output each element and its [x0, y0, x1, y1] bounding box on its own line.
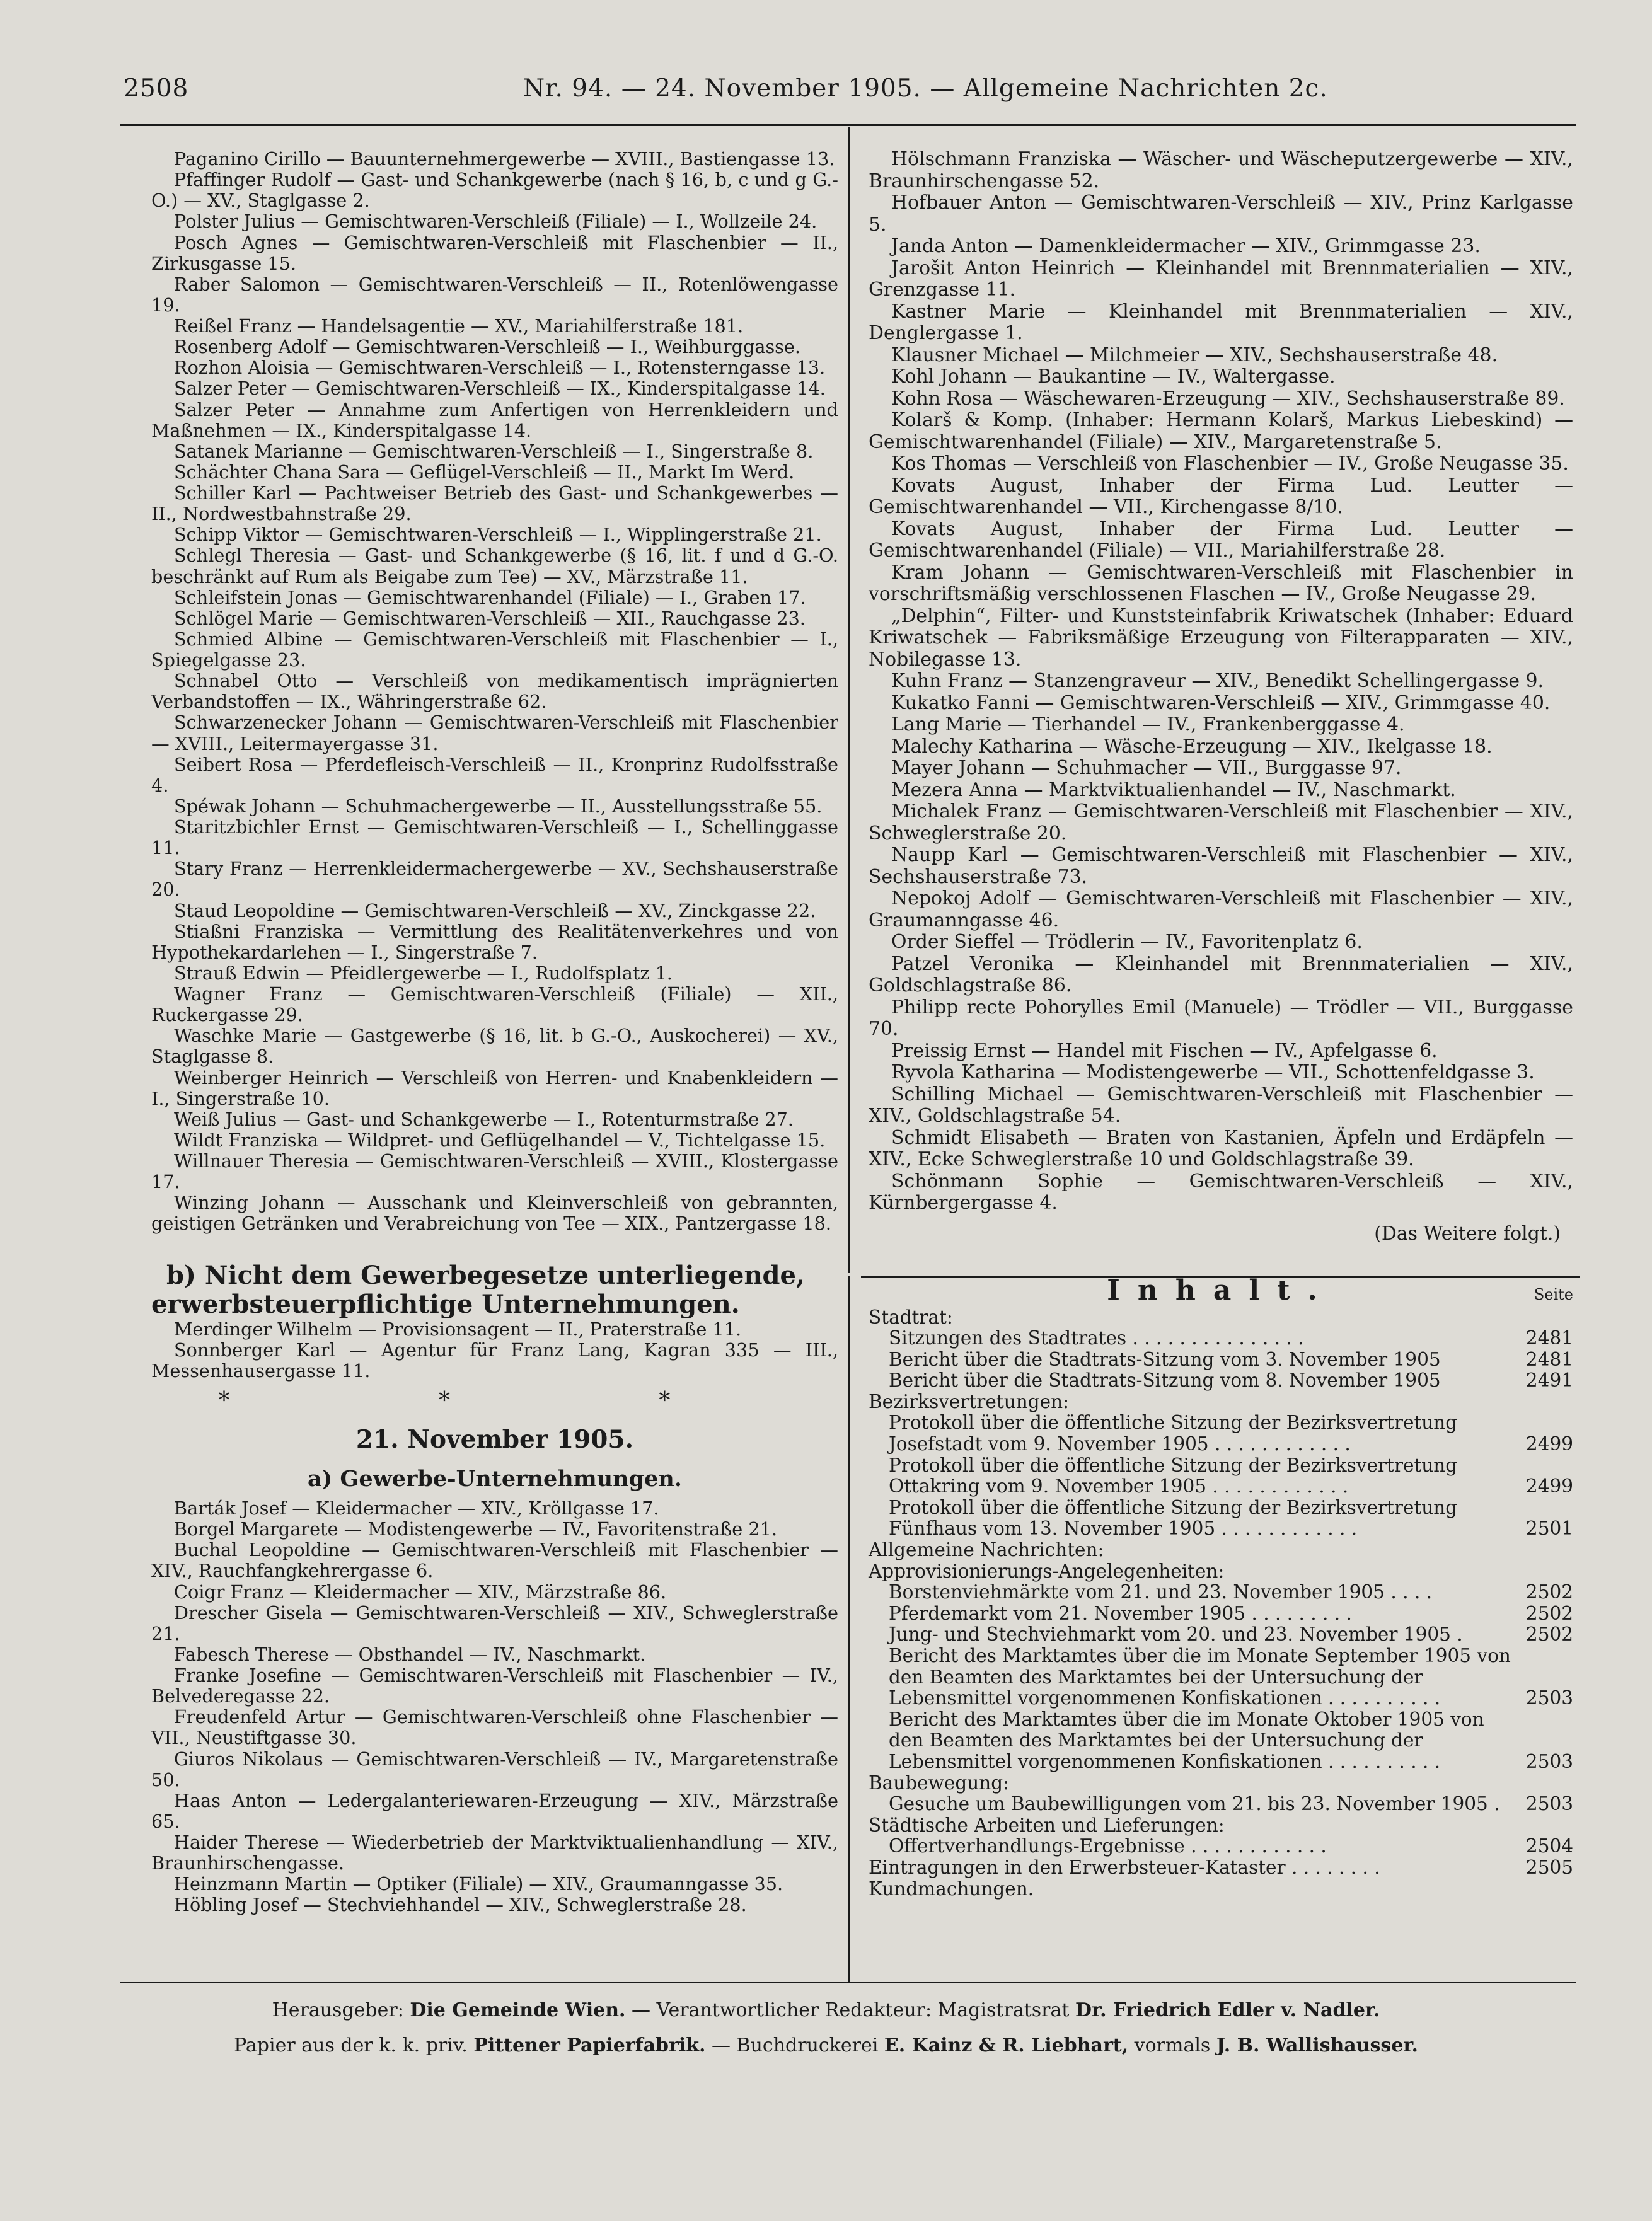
toc-page-number: 2502 — [1525, 1624, 1573, 1646]
list-item: Kohn Rosa — Wäschewaren-Erzeugung — XIV., Sechshauserstraße 89. — [891, 387, 1565, 410]
toc-row — [869, 1328, 1573, 1349]
list-item: Satanek Marianne — Gemischtwaren-Verschleiß — I., Singerstraße 8. — [174, 440, 814, 462]
list-item: Barták Josef — Kleidermacher — XIV., Kröllgasse 17. — [174, 1497, 659, 1519]
toc-row — [869, 1879, 1573, 1900]
list-item: Schmidt Elisabeth — Braten von Kastanien, Äpfeln und Erdäpfeln — XIV., Ecke Schweglerstraße 10 und Goldschlagstraße 39. — [869, 1126, 1573, 1170]
toc-entry-text: Protokoll über die öffentliche Sitzung der Bezirksvertretung Fünfhaus vom 13. November 1905 . . . . . . . . . . . . — [889, 1496, 1458, 1540]
list-item: Haider Therese — Wiederbetrieb der Marktviktualienhandlung — XIV., Braunhirschengasse. — [151, 1832, 838, 1874]
toc-entry-text: Pferdemarkt vom 21. November 1905 . . . . . . . . . — [889, 1602, 1352, 1624]
list-item: Strauß Edwin — Pfeidlergewerbe — I., Rudolfsplatz 1. — [174, 962, 673, 984]
list-item: Lang Marie — Tierhandel — IV., Frankenberggasse 4. — [891, 713, 1405, 736]
list-item: Schiller Karl — Pachtweiser Betrieb des Gast- und Schankgewerbes — II., Nordwestbahnstraße 29. — [151, 482, 838, 525]
toc-entry-text: Städtische Arbeiten und Lieferungen: — [869, 1814, 1225, 1836]
footer-publisher-label: Herausgeber: — [272, 1999, 404, 2021]
list-item: Janda Anton — Damenkleidermacher — XIV., Grimmgasse 23. — [891, 235, 1481, 257]
list-item: Schilling Michael — Gemischtwaren-Verschleiß mit Flaschenbier — XIV., Goldschlagstraße 54. — [869, 1083, 1573, 1127]
toc-row — [869, 1455, 1573, 1497]
list-item: Hofbauer Anton — Gemischtwaren-Verschleiß — XIV., Prinz Karlgasse 5. — [869, 192, 1573, 236]
list-item: Hölschmann Franziska — Wäscher- und Wäscheputzergewerbe — XIV., Braunhirschengasse 52. — [869, 148, 1573, 192]
list-item: Rosenberg Adolf — Gemischtwaren-Verschleiß — I., Weihburggasse. — [174, 336, 800, 358]
list-item: Kovats August, Inhaber der Firma Lud. Leutter — Gemischtwarenhandel (Filiale) — VII., Mariahilferstraße 28. — [869, 517, 1573, 562]
list-item: Schleifstein Jonas — Gemischtwarenhandel (Filiale) — I., Graben 17. — [174, 586, 806, 608]
entry-list-right — [869, 149, 1573, 1214]
toc-page-number: 2499 — [1525, 1475, 1573, 1497]
list-item: Willnauer Theresia — Gemischtwaren-Verschleiß — XVIII., Klostergasse 17. — [151, 1150, 838, 1193]
list-item: Schnabel Otto — Verschleiß von medikamentisch imprägnierten Verbandstoffen — IX., Währingerstraße 62. — [151, 670, 838, 713]
list-item: Salzer Peter — Annahme zum Anfertigen von Herrenkleidern und Maßnehmen — IX., Kinderspitalgasse 14. — [151, 398, 838, 441]
list-item: Schächter Chana Sara — Geflügel-Verschleiß — II., Markt Im Werd. — [174, 461, 795, 483]
list-item: Paganino Cirillo — Bauunternehmergewerbe — XVIII., Bastiengasse 13. — [174, 148, 835, 170]
list-item: Schlegl Theresia — Gast- und Schankgewerbe (§ 16, lit. f und d G.-O. beschränkt auf Rum als Beigabe zum Tee) — XV., Märzstraße 11. — [151, 545, 838, 587]
toc-row — [869, 1370, 1573, 1392]
toc-entry-text: Stadtrat: — [869, 1306, 953, 1328]
toc-entry-text: Eintragungen in den Erwerbsteuer-Kataster . . . . . . . . — [869, 1856, 1380, 1878]
list-item: Preissig Ernst — Handel mit Fischen — IV., Apfelgasse 6. — [891, 1039, 1438, 1062]
list-item: Kukatko Fanni — Gemischtwaren-Verschleiß — XIV., Grimmgasse 40. — [891, 691, 1551, 714]
toc-entry-text: Borstenviehmärkte vom 21. und 23. November 1905 . . . . — [889, 1581, 1432, 1603]
entry-list-section-a — [151, 1498, 838, 1916]
entry-list-section-b — [151, 1319, 838, 1382]
entry-list-top — [151, 149, 838, 1235]
toc-row — [869, 1709, 1573, 1773]
toc-page-number: 2503 — [1525, 1793, 1573, 1815]
list-item: Reißel Franz — Handelsagentie — XV., Mariahilferstraße 181. — [174, 315, 744, 337]
toc-entry-text: Allgemeine Nachrichten: — [869, 1539, 1104, 1561]
table-of-contents — [869, 1307, 1573, 1900]
toc-row — [869, 1603, 1573, 1625]
toc-page-number: 2502 — [1525, 1602, 1573, 1624]
toc-row — [869, 1540, 1573, 1561]
toc-title: Inhalt. — [1107, 1274, 1335, 1307]
list-item: Raber Salomon — Gemischtwaren-Verschleiß — II., Rotenlöwengasse 19. — [151, 273, 838, 316]
toc-entry-text: Bezirksvertretungen: — [869, 1390, 1070, 1412]
list-item: Malechy Katharina — Wäsche-Erzeugung — XIV., Ikelgasse 18. — [891, 735, 1493, 758]
toc-row — [869, 1815, 1573, 1837]
toc-entry-text: Bericht des Marktamtes über die im Monate Oktober 1905 von den Beamten des Marktamtes bei der Untersuchung der Lebensmittel vorgenommenen Konfiskationen . . . . . . . . . . — [889, 1708, 1484, 1772]
list-item: Order Sieffel — Trödlerin — IV., Favoritenplatz 6. — [891, 931, 1363, 953]
list-item: Staud Leopoldine — Gemischtwaren-Verschleiß — XV., Zinckgasse 22. — [174, 899, 816, 921]
toc-row — [869, 1349, 1573, 1371]
date-heading: 21. November 1905. — [355, 1425, 634, 1454]
list-item: Kolarš & Komp. (Inhaber: Hermann Kolarš, Markus Liebeskind) — Gemischtwarenhandel (Filiale) — XIV., Margaretenstraße 5. — [869, 409, 1573, 453]
toc-row — [869, 1582, 1573, 1603]
toc-row — [869, 1836, 1573, 1857]
toc-row — [869, 1794, 1573, 1815]
toc-page-number: 2504 — [1525, 1835, 1573, 1857]
toc-entry-text: Baubewegung: — [869, 1772, 1010, 1794]
footer-former-label: vormals — [1134, 2034, 1211, 2057]
toc-row — [869, 1646, 1573, 1709]
list-item: Schwarzenecker Johann — Gemischtwaren-Verschleiß mit Flaschenbier — XVIII., Leitermayergasse 31. — [151, 712, 838, 754]
toc-row — [869, 1392, 1573, 1413]
list-item: Naupp Karl — Gemischtwaren-Verschleiß mit Flaschenbier — XIV., Sechshauserstraße 73. — [869, 844, 1573, 888]
footer-former-printer: J. B. Wallishausser. — [1216, 2034, 1418, 2057]
list-item: Kovats August, Inhaber der Firma Lud. Leutter — Gemischtwarenhandel — VII., Kirchengasse 8/10. — [869, 474, 1573, 518]
toc-entry-text: Protokoll über die öffentliche Sitzung der Bezirksvertretung Ottakring vom 9. November 1905 . . . . . . . . . . . . — [889, 1454, 1458, 1497]
list-item: Buchal Leopoldine — Gemischtwaren-Verschleiß mit Flaschenbier — XIV., Rauchfangkehrergasse 6. — [151, 1539, 838, 1582]
list-item: Pfaffinger Rudolf — Gast- und Schankgewerbe (nach § 16, b, c und g G.-O.) — XV., Staglgasse 2. — [151, 169, 838, 212]
footer-rule — [120, 1982, 1576, 1983]
toc-page-number: 2505 — [1525, 1856, 1573, 1878]
footer-editor-label: — Verantwortlicher Redakteur: Magistratsrat — [632, 1999, 1070, 2021]
list-item: Coigr Franz — Kleidermacher — XIV., Märzstraße 86. — [174, 1581, 667, 1603]
list-item: Höbling Josef — Stechviehhandel — XIV., Schweglerstraße 28. — [174, 1894, 747, 1916]
toc-page-number: 2503 — [1525, 1687, 1573, 1709]
toc-entry-text: Jung- und Stechviehmarkt vom 20. und 23. November 1905 . — [889, 1624, 1463, 1646]
footer-printer-line — [0, 2034, 1652, 2057]
list-item: Kos Thomas — Verschleiß von Flaschenbier — IV., Große Neugasse 35. — [891, 453, 1569, 475]
continued-note: (Das Weitere folgt.) — [1374, 1222, 1561, 1245]
column-divider — [848, 127, 850, 1273]
toc-page-number: 2481 — [1525, 1348, 1573, 1370]
footer-paper-mill: Pittener Papierfabrik. — [473, 2034, 706, 2057]
toc-entry-text: Bericht des Marktamtes über die im Monate September 1905 von den Beamten des Marktamtes bei der Untersuchung der Lebensmittel vorgenommenen Konfiskationen . . . . . . . . . . — [889, 1645, 1511, 1709]
toc-entry-text: Offertverhandlungs-Ergebnisse . . . . . . . . . . . . — [889, 1835, 1327, 1857]
list-item: Freudenfeld Artur — Gemischtwaren-Verschleiß ohne Flaschenbier — VII., Neustiftgasse 30. — [151, 1706, 838, 1749]
toc-page-number: 2501 — [1525, 1518, 1573, 1540]
list-item: Rozhon Aloisia — Gemischtwaren-Verschleiß — I., Rotensterngasse 13. — [174, 357, 826, 379]
list-item: Mezera Anna — Marktviktualienhandel — IV., Naschmarkt. — [891, 778, 1456, 801]
toc-row — [869, 1857, 1573, 1879]
toc-row — [869, 1412, 1573, 1455]
footer-editor: Dr. Friedrich Edler v. Nadler. — [1075, 1999, 1380, 2021]
list-item: Weiß Julius — Gast- und Schankgewerbe — I., Rotenturmstraße 27. — [174, 1108, 794, 1130]
toc-row — [869, 1561, 1573, 1583]
list-item: Polster Julius — Gemischtwaren-Verschleiß (Filiale) — I., Wollzeile 24. — [174, 211, 817, 233]
list-item: Giuros Nikolaus — Gemischtwaren-Verschleiß — IV., Margaretenstraße 50. — [151, 1748, 838, 1791]
list-item: Ryvola Katharina — Modistengewerbe — VII., Schottenfeldgasse 3. — [891, 1061, 1535, 1083]
left-column — [151, 149, 838, 1916]
list-item: Fabesch Therese — Obsthandel — IV., Naschmarkt. — [174, 1643, 646, 1665]
footer-publisher-line — [0, 1999, 1652, 2021]
toc-entry-text: Approvisionierungs-Angelegenheiten: — [869, 1560, 1225, 1582]
list-item: Weinberger Heinrich — Verschleiß von Herren- und Knabenkleidern — I., Singerstraße 10. — [151, 1066, 838, 1109]
page-number: 2508 — [124, 74, 189, 103]
toc-seite-label: Seite — [1534, 1286, 1573, 1303]
toc-page-number: 2491 — [1525, 1370, 1573, 1392]
list-item: Philipp recte Pohorylles Emil (Manuele) — Trödler — VII., Burggasse 70. — [869, 996, 1573, 1040]
list-item: Schönmann Sophie — Gemischtwaren-Verschleiß — XIV., Kürnbergergasse 4. — [869, 1170, 1573, 1214]
footer-publisher: Die Gemeinde Wien. — [410, 1999, 626, 2021]
list-item: Winzing Johann — Ausschank und Kleinverschleiß von gebrannten, geistigen Getränken und Verabreichung von Tee — XIX., Pantzergasse 18. — [151, 1192, 838, 1235]
page-header-title: Nr. 94. — 24. November 1905. — Allgemeine Nachrichten 2c. — [523, 74, 1328, 103]
list-item: Heinzmann Martin — Optiker (Filiale) — XIV., Graumanngasse 35. — [174, 1873, 783, 1895]
toc-page-number: 2499 — [1525, 1433, 1573, 1455]
footer-printer: E. Kainz & R. Liebhart, — [884, 2034, 1129, 2057]
toc-page-number: 2502 — [1525, 1581, 1573, 1603]
footer-paper-label: Papier aus der k. k. priv. — [234, 2034, 468, 2057]
list-item: Franke Josefine — Gemischtwaren-Verschleiß mit Flaschenbier — IV., Belvederegasse 22. — [151, 1664, 838, 1707]
toc-entry-text: Bericht über die Stadtrats-Sitzung vom 3. November 1905 — [889, 1348, 1441, 1370]
list-item: Kuhn Franz — Stanzengraveur — XIV., Benedikt Schellingergasse 9. — [891, 670, 1544, 692]
list-item: „Delphin“, Filter- und Kunststeinfabrik Kriwatschek (Inhaber: Eduard Kriwatschek — Fabriksmäßige Erzeugung von Filterapparaten — XIV., Nobilegasse 13. — [869, 604, 1573, 671]
list-item: Michalek Franz — Gemischtwaren-Verschleiß mit Flaschenbier — XIV., Schweglerstraße 20. — [869, 800, 1573, 845]
toc-entry-text: Bericht über die Stadtrats-Sitzung vom 8. November 1905 — [889, 1370, 1441, 1392]
list-item: Waschke Marie — Gastgewerbe (§ 16, lit. b G.-O., Auskocherei) — XV., Staglgasse 8. — [151, 1025, 838, 1068]
toc-entry-text: Kundmachungen. — [869, 1878, 1034, 1900]
toc-heading — [869, 1274, 1573, 1307]
list-item: Kastner Marie — Kleinhandel mit Brennmaterialien — XIV., Denglergasse 1. — [869, 300, 1573, 344]
right-column — [869, 149, 1573, 1900]
section-a-heading: a) Gewerbe-Unternehmungen. — [308, 1466, 682, 1492]
section-separator-stars: * * * — [218, 1387, 771, 1414]
list-item: Haas Anton — Ledergalanteriewaren-Erzeugung — XIV., Märzstraße 65. — [151, 1789, 838, 1832]
toc-page-number: 2503 — [1525, 1750, 1573, 1772]
toc-divider — [848, 1276, 850, 1982]
list-item: Stary Franz — Herrenkleidermachergewerbe — XV., Sechshauserstraße 20. — [151, 858, 838, 901]
list-item: Nepokoj Adolf — Gemischtwaren-Verschleiß mit Flaschenbier — XIV., Graumanngasse 46. — [869, 887, 1573, 932]
toc-row — [869, 1307, 1573, 1329]
toc-entry-text: Protokoll über die öffentliche Sitzung der Bezirksvertretung Josefstadt vom 9. November 1905 . . . . . . . . . . . . — [889, 1412, 1458, 1455]
header-rule — [120, 124, 1576, 126]
list-item: Kohl Johann — Baukantine — IV., Waltergasse. — [891, 366, 1336, 388]
list-item: Kram Johann — Gemischtwaren-Verschleiß mit Flaschenbier in vorschriftsmäßig verschlossenen Flaschen — IV., Große Neugasse 29. — [869, 561, 1573, 605]
list-item: Wildt Franziska — Wildpret- und Geflügelhandel — V., Tichtelgasse 15. — [174, 1129, 826, 1151]
toc-entry-text: Sitzungen des Stadtrates . . . . . . . . . . . . . . . — [889, 1327, 1304, 1349]
list-item: Staritzbichler Ernst — Gemischtwaren-Verschleiß — I., Schellinggasse 11. — [151, 816, 838, 859]
section-b-heading: b) Nicht dem Gewerbegesetze unterliegende, erwerbsteuerpflichtige Unternehmungen. — [151, 1260, 805, 1319]
list-item: Patzel Veronika — Kleinhandel mit Brennmaterialien — XIV., Goldschlagstraße 86. — [869, 952, 1573, 996]
toc-row — [869, 1497, 1573, 1540]
list-item: Borgel Margarete — Modistengewerbe — IV., Favoritenstraße 21. — [174, 1518, 777, 1540]
list-item: Posch Agnes — Gemischtwaren-Verschleiß mit Flaschenbier — II., Zirkusgasse 15. — [151, 231, 838, 274]
list-item: Schmied Albine — Gemischtwaren-Verschleiß mit Flaschenbier — I., Spiegelgasse 23. — [151, 628, 838, 671]
footer-printer-label: — Buchdruckerei — [712, 2034, 879, 2057]
list-item: Jarošit Anton Heinrich — Kleinhandel mit Brennmaterialien — XIV., Grenzgasse 11. — [869, 257, 1573, 301]
list-item: Spéwak Johann — Schuhmachergewerbe — II., Ausstellungsstraße 55. — [174, 795, 823, 817]
list-item: Mayer Johann — Schuhmacher — VII., Burggasse 97. — [891, 757, 1402, 779]
list-item: Sonnberger Karl — Agentur für Franz Lang, Kagran 335 — III., Messenhausergasse 11. — [151, 1339, 838, 1382]
list-item: Salzer Peter — Gemischtwaren-Verschleiß — IX., Kinderspitalgasse 14. — [174, 378, 826, 400]
toc-row — [869, 1624, 1573, 1646]
list-item: Stiaßni Franziska — Vermittlung des Realitätenverkehres und von Hypothekardarlehen — I., Singerstraße 7. — [151, 920, 838, 963]
list-item: Seibert Rosa — Pferdefleisch-Verschleiß — II., Kronprinz Rudolfsstraße 4. — [151, 753, 838, 796]
toc-page-number: 2481 — [1525, 1327, 1573, 1349]
list-item: Drescher Gisela — Gemischtwaren-Verschleiß — XIV., Schweglerstraße 21. — [151, 1601, 838, 1644]
list-item: Merdinger Wilhelm — Provisionsagent — II., Praterstraße 11. — [174, 1318, 742, 1340]
list-item: Klausner Michael — Milchmeier — XIV., Sechshauserstraße 48. — [891, 343, 1498, 366]
list-item: Wagner Franz — Gemischtwaren-Verschleiß (Filiale) — XII., Ruckergasse 29. — [151, 983, 838, 1026]
toc-entry-text: Gesuche um Baubewilligungen vom 21. bis 23. November 1905 . — [889, 1793, 1500, 1815]
list-item: Schlögel Marie — Gemischtwaren-Verschleiß — XII., Rauchgasse 23. — [174, 607, 806, 629]
list-item: Schipp Viktor — Gemischtwaren-Verschleiß — I., Wipplingerstraße 21. — [174, 524, 822, 546]
toc-row — [869, 1773, 1573, 1794]
